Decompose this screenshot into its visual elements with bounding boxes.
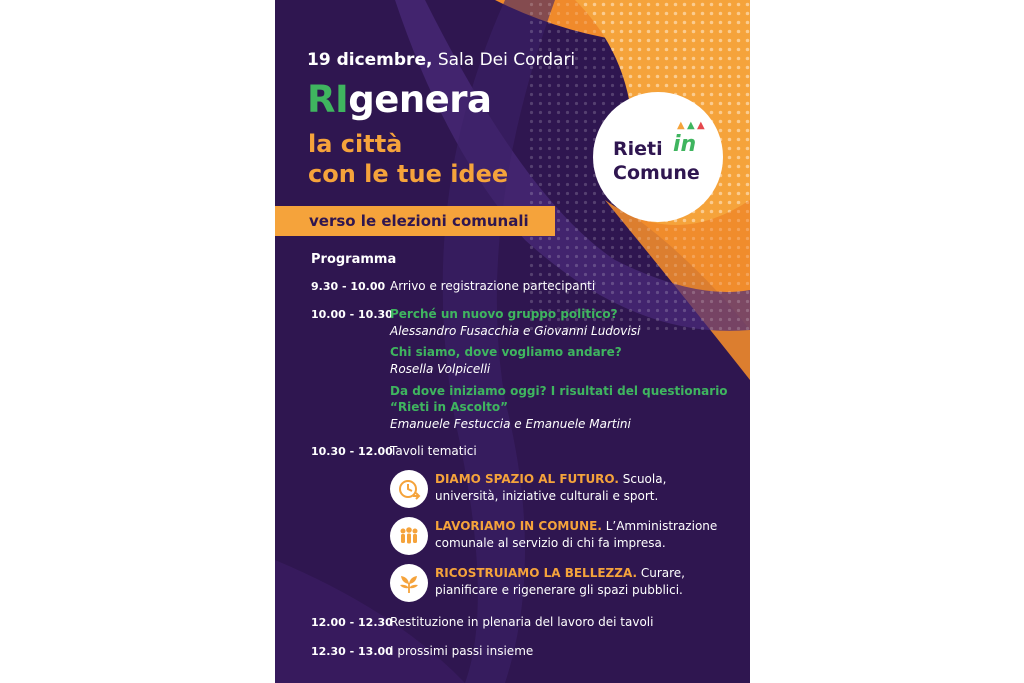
leaf-plant-icon xyxy=(390,564,428,602)
event-date: 19 dicembre, xyxy=(307,50,433,70)
brand-rest: genera xyxy=(348,78,492,121)
table-desc-cont: università, iniziative culturali e sport. xyxy=(435,489,659,503)
talk-title: Da dove iniziamo oggi? I risultati del questionario xyxy=(390,384,728,398)
people-group-icon xyxy=(390,517,428,555)
slot-time: 9.30 - 10.00 xyxy=(311,280,386,293)
event-venue: Sala Dei Cordari xyxy=(437,50,576,70)
talk-speakers: Rosella Volpicelli xyxy=(390,362,491,376)
logo-word-in: in xyxy=(673,132,697,157)
logo-spark-icon: ▲ xyxy=(687,120,695,131)
logo-word-comune: Comune xyxy=(613,162,700,184)
slot-time: 12.00 - 12.30 xyxy=(311,616,393,629)
slot-time: 12.30 - 13.00 xyxy=(311,645,393,658)
table-desc: Scuola, xyxy=(618,472,667,486)
slot-time: 10.30 - 12.00 xyxy=(311,445,393,458)
logo-spark-icon: ▲ xyxy=(677,120,685,131)
event-date-location xyxy=(307,50,575,70)
thematic-table-2 xyxy=(435,518,735,552)
table-desc: Curare, xyxy=(637,566,685,580)
slot-text: I prossimi passi insieme xyxy=(390,644,534,658)
brand-highlight: RI xyxy=(307,78,349,121)
thematic-table-1 xyxy=(435,471,735,505)
slot-time: 10.00 - 10.30 xyxy=(311,308,393,321)
program-title: Programma xyxy=(311,252,397,267)
clock-arrow-icon xyxy=(390,470,428,508)
table-title: DIAMO SPAZIO AL FUTURO. xyxy=(435,472,619,486)
talk-speakers: Alessandro Fusacchia e Giovanni Ludovisi xyxy=(390,324,641,338)
event-poster xyxy=(275,0,750,683)
thematic-table-3 xyxy=(435,565,735,599)
tagline-line-2: con le tue idee xyxy=(308,160,509,188)
slot-text: Tavoli tematici xyxy=(390,444,477,458)
table-desc-cont: comunale al servizio di chi fa impresa. xyxy=(435,536,666,550)
brand-title xyxy=(307,78,492,121)
logo-word-rieti: Rieti xyxy=(613,138,663,160)
talk-speakers: Emanuele Festuccia e Emanuele Martini xyxy=(390,417,631,431)
tagline-line-1: la città xyxy=(308,130,403,158)
slot-text: Restituzione in plenaria del lavoro dei tavoli xyxy=(390,615,654,629)
talk-title-continued: “Rieti in Ascolto” xyxy=(390,400,509,414)
table-title: LAVORIAMO IN COMUNE. xyxy=(435,519,602,533)
slot-text: Arrivo e registrazione partecipanti xyxy=(390,279,596,293)
logo-spark-icon: ▲ xyxy=(697,120,705,131)
rieti-in-comune-logo xyxy=(593,92,723,222)
elections-banner: verso le elezioni comunali xyxy=(275,206,555,236)
table-desc: L’Amministrazione xyxy=(601,519,718,533)
table-title: RICOSTRUIAMO LA BELLEZZA. xyxy=(435,566,638,580)
talk-title: Chi siamo, dove vogliamo andare? xyxy=(390,345,622,359)
table-desc-cont: pianificare e rigenerare gli spazi pubblici. xyxy=(435,583,683,597)
talk-title: Perché un nuovo gruppo politico? xyxy=(390,307,618,321)
